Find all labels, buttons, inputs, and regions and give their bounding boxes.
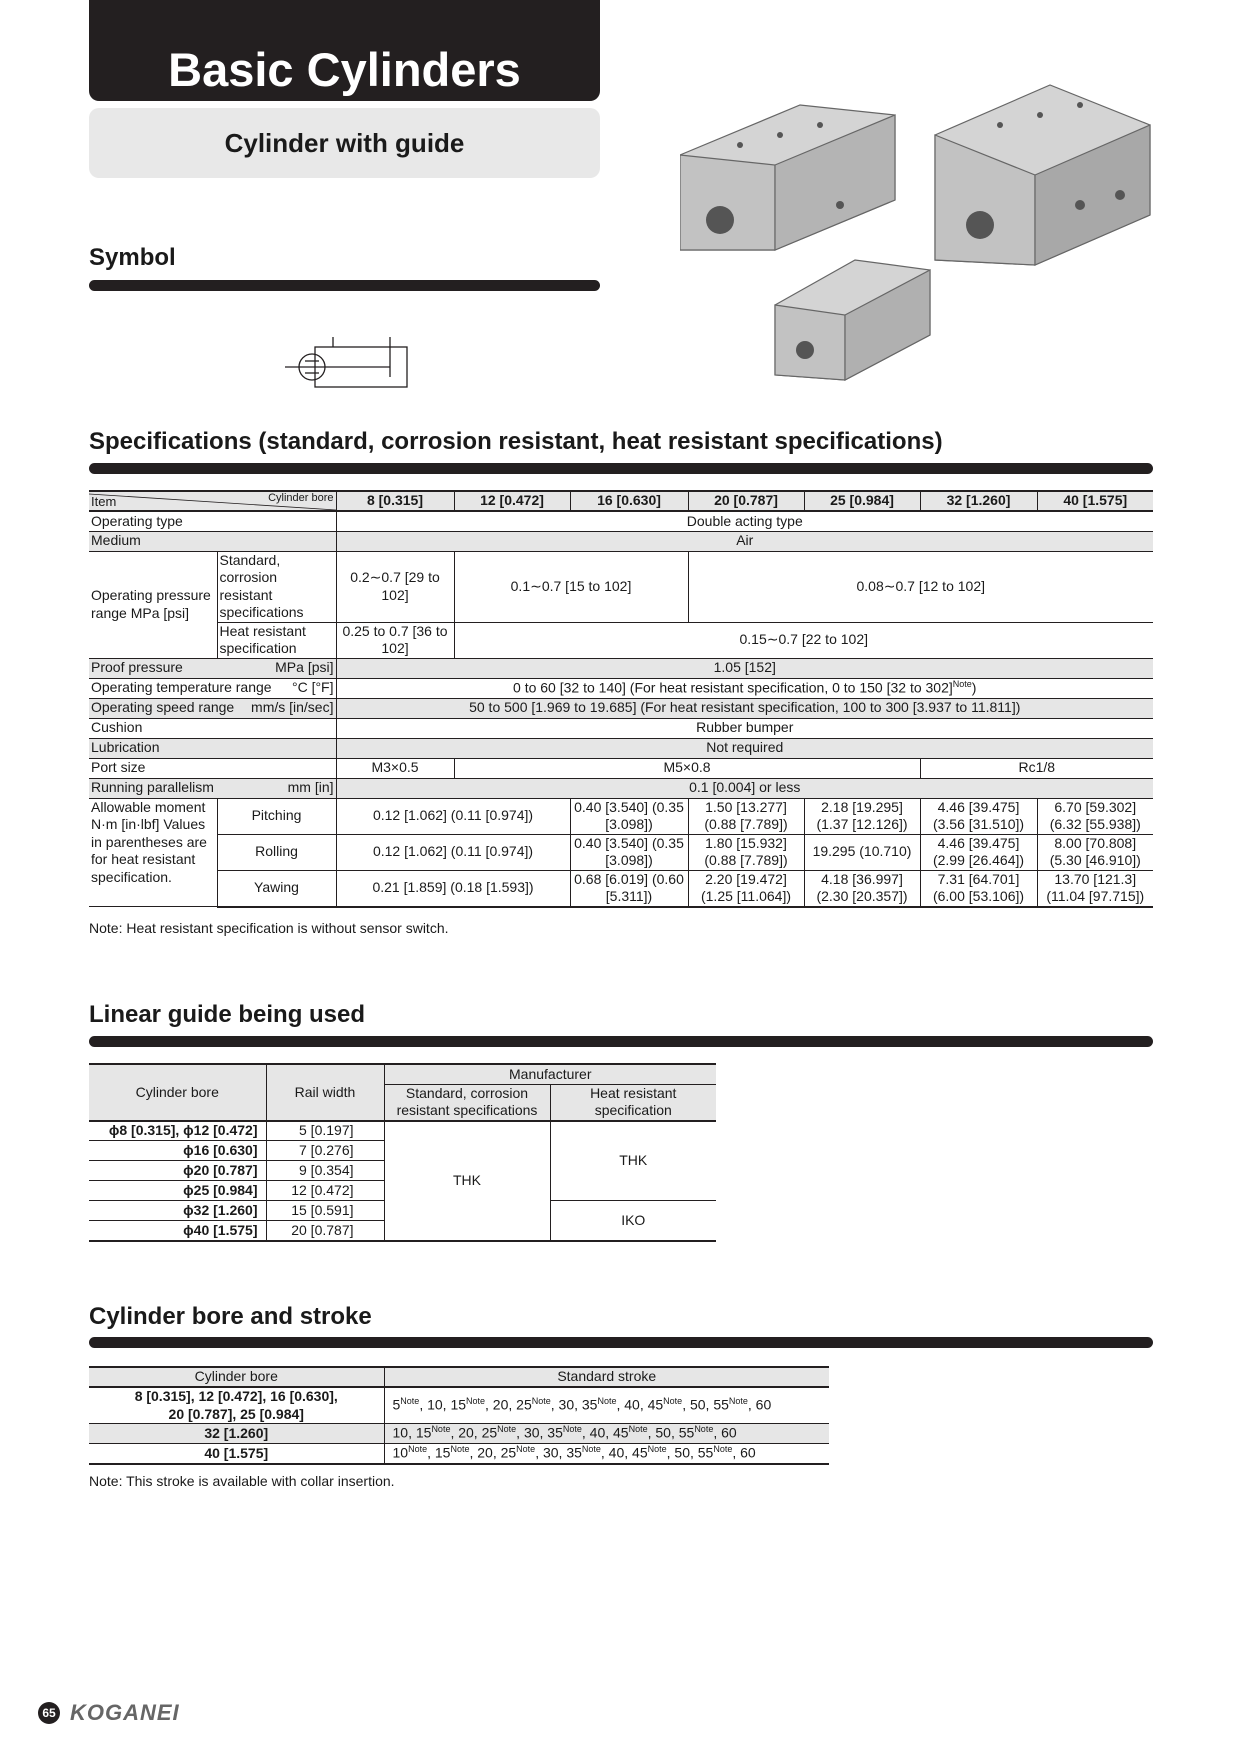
pitching-40: 6.70 [59.302] (6.32 [55.938]) — [1037, 798, 1153, 834]
note-mark: Note — [531, 1396, 551, 1407]
bore-stroke-rule — [89, 1337, 1153, 1348]
stroke-row3-bore: 40 [1.575] — [89, 1444, 384, 1464]
cylinder-symbol-icon — [285, 335, 425, 397]
specifications-table — [89, 490, 1153, 908]
speed-value: 50 to 500 [1.969 to 19.685] (For heat resistant specification, 100 to 300 [3.937 to 11.811]) — [336, 698, 1153, 718]
guide-row-rail: 7 [0.276] — [266, 1141, 384, 1161]
speed-label: Operating speed range — [91, 699, 235, 716]
stroke-note: Note: This stroke is available with collar insertion. — [89, 1473, 395, 1489]
yawing-20: 2.20 [19.472] (1.25 [11.064]) — [688, 870, 804, 907]
temperature-cell — [89, 678, 336, 698]
page-number: 65 — [38, 1702, 60, 1724]
yawing-label: Yawing — [217, 870, 336, 907]
bore-20: 20 [0.787] — [688, 491, 804, 511]
lubrication-label: Lubrication — [89, 738, 336, 758]
bore-16: 16 [0.630] — [570, 491, 688, 511]
parallelism-label: Running parallelism — [91, 779, 214, 796]
cushion-label: Cushion — [89, 718, 336, 738]
rolling-8-12: 0.12 [1.062] (0.11 [0.974]) — [336, 834, 570, 870]
linear-guide-table — [89, 1063, 716, 1242]
cushion-value: Rubber bumper — [336, 718, 1153, 738]
pressure-standard-20-40: 0.08∼0.7 [12 to 102] — [688, 551, 1153, 622]
bore-stroke-heading: Cylinder bore and stroke — [89, 1303, 372, 1330]
stroke-row2-bore: 32 [1.260] — [89, 1424, 384, 1444]
pressure-heat-8: 0.25 to 0.7 [36 to 102] — [336, 622, 454, 658]
note-mark: Note — [466, 1396, 486, 1407]
guide-heat-header: Heat resistant specification — [550, 1084, 716, 1121]
parallelism-cell — [89, 778, 336, 798]
linear-guide-heading: Linear guide being used — [89, 1001, 366, 1028]
specifications-heading: Specifications (standard, corrosion resistant, heat resistant specifications) — [89, 428, 943, 455]
temperature-unit: °C [°F] — [291, 679, 334, 696]
guide-row-bore: ϕ20 [0.787] — [89, 1161, 266, 1181]
product-photo — [680, 75, 1160, 385]
page-subtitle: Cylinder with guide — [224, 127, 465, 158]
guide-row-bore: ϕ25 [0.984] — [89, 1181, 266, 1201]
proof-pressure-cell — [89, 658, 336, 678]
guide-row-bore: ϕ8 [0.315], ϕ12 [0.472] — [89, 1121, 266, 1141]
temperature-label: Operating temperature range — [91, 679, 272, 696]
stroke-row1-bore-a: 8 [0.315], 12 [0.472], 16 [0.630], — [134, 1388, 338, 1404]
stroke-header: Standard stroke — [384, 1367, 829, 1387]
symbol-rule — [89, 280, 600, 291]
guide-rail-header: Rail width — [266, 1064, 384, 1121]
port-size-12-25: M5×0.8 — [454, 758, 920, 778]
stroke-row1-bore — [89, 1387, 384, 1424]
stroke-row1-bore-b: 20 [0.787], 25 [0.984] — [168, 1405, 304, 1422]
note-mark: Note — [431, 1424, 451, 1435]
proof-pressure-unit: MPa [psi] — [275, 659, 334, 676]
bore-32: 32 [1.260] — [920, 491, 1037, 511]
note-mark: Note — [450, 1444, 470, 1455]
specifications-rule — [89, 463, 1153, 474]
page-footer — [38, 1700, 180, 1726]
note-mark: Note — [400, 1396, 420, 1407]
lubrication-value: Not required — [336, 738, 1153, 758]
guide-standard-header: Standard, corrosion resistant specifications — [384, 1084, 550, 1121]
yawing-25: 4.18 [36.997] (2.30 [20.357]) — [804, 870, 920, 907]
spec-note: Note: Heat resistant specification is without sensor switch. — [89, 920, 449, 936]
stroke-row3-values: $10^{Note}$, $15^{Note}$, 20, $25^{Note}$, 30, $35^{Note}$, 40, $45^{Note}$, 50, $55^{Note}$, 60 — [384, 1444, 829, 1464]
symbol-heading: Symbol — [89, 244, 176, 271]
temperature-note-mark: Note — [952, 678, 972, 689]
moment-label: Allowable moment N·m [in·lbf] Values in parentheses are for heat resistant specification. — [89, 798, 217, 907]
yawing-32: 7.31 [64.701] (6.00 [53.106]) — [920, 870, 1037, 907]
rolling-25: 19.295 (10.710) — [804, 834, 920, 870]
speed-unit: mm/s [in/sec] — [251, 699, 334, 716]
guide-row-bore: ϕ16 [0.630] — [89, 1141, 266, 1161]
item-header-cell — [89, 491, 336, 511]
note-mark: Note — [562, 1424, 582, 1435]
item-header: Item — [91, 493, 117, 509]
guide-standard-maker: THK — [384, 1121, 550, 1241]
temperature-value: 0 to 60 [32 to 140] (For heat resistant specification, 0 to 150 [32 to 302] — [513, 679, 953, 696]
medium-label: Medium — [89, 531, 336, 551]
note-mark: Note — [628, 1424, 648, 1435]
bore-stroke-table — [89, 1366, 829, 1465]
guide-heat-maker-iko: IKO — [550, 1201, 716, 1241]
page-title: Basic Cylinders — [168, 43, 521, 96]
operating-type-value: Double acting type — [336, 511, 1153, 531]
note-mark: Note — [597, 1396, 617, 1407]
bore-12: 12 [0.472] — [454, 491, 570, 511]
note-mark: Note — [663, 1396, 683, 1407]
guide-manufacturer-header: Manufacturer — [384, 1064, 716, 1084]
pitching-25: 2.18 [19.295] (1.37 [12.126]) — [804, 798, 920, 834]
guide-row-rail: 20 [0.787] — [266, 1221, 384, 1241]
bore-40: 40 [1.575] — [1037, 491, 1153, 511]
rolling-16: 0.40 [3.540] (0.35 [3.098]) — [570, 834, 688, 870]
guide-row-rail: 15 [0.591] — [266, 1201, 384, 1221]
rolling-20: 1.80 [15.932] (0.88 [7.789]) — [688, 834, 804, 870]
brand-logo: KOGANEI — [70, 1700, 180, 1725]
port-size-8: M3×0.5 — [336, 758, 454, 778]
stroke-row2-values: 10, $15^{Note}$, 20, $25^{Note}$, 30, $35^{Note}$, 40, $45^{Note}$, 50, $55^{Note}$, 60 — [384, 1424, 829, 1444]
pressure-standard-12-16: 0.1∼0.7 [15 to 102] — [454, 551, 688, 622]
guide-row-rail: 9 [0.354] — [266, 1161, 384, 1181]
guide-row-bore: ϕ32 [1.260] — [89, 1201, 266, 1221]
note-mark: Note — [647, 1444, 667, 1455]
rolling-40: 8.00 [70.808] (5.30 [46.910]) — [1037, 834, 1153, 870]
guide-row-rail: 5 [0.197] — [266, 1121, 384, 1141]
bore-25: 25 [0.984] — [804, 491, 920, 511]
pressure-heat-rest: 0.15∼0.7 [22 to 102] — [454, 622, 1153, 658]
note-mark: Note — [516, 1444, 536, 1455]
port-size-32-40: Rc1/8 — [920, 758, 1153, 778]
guide-row-bore: ϕ40 [1.575] — [89, 1221, 266, 1241]
speed-cell — [89, 698, 336, 718]
proof-pressure-value: 1.05 [152] — [336, 658, 1153, 678]
guide-row-rail: 12 [0.472] — [266, 1181, 384, 1201]
rolling-label: Rolling — [217, 834, 336, 870]
cylinder-bore-header: Cylinder bore — [268, 492, 334, 504]
stroke-row1-values: $5^{Note}$, 10, $15^{Note}$, 20, $25^{Note}$, 30, $35^{Note}$, 40, $45^{Note}$, 50, $55^{Note}$, 60 — [384, 1387, 829, 1424]
port-size-label: Port size — [89, 758, 336, 778]
pitching-20: 1.50 [13.277] (0.88 [7.789]) — [688, 798, 804, 834]
linear-guide-rule — [89, 1036, 1153, 1047]
note-mark: Note — [581, 1444, 601, 1455]
subtitle-banner — [89, 108, 600, 178]
guide-bore-header: Cylinder bore — [89, 1064, 266, 1121]
note-mark: Note — [728, 1396, 748, 1407]
note-mark: Note — [694, 1424, 714, 1435]
pitching-label: Pitching — [217, 798, 336, 834]
pressure-heat-label: Heat resistant specification — [217, 622, 336, 658]
proof-pressure-label: Proof pressure — [91, 659, 183, 676]
yawing-40: 13.70 [121.3] (11.04 [97.715]) — [1037, 870, 1153, 907]
yawing-16: 0.68 [6.019] (0.60 [5.311]) — [570, 870, 688, 907]
bore-8: 8 [0.315] — [336, 491, 454, 511]
parallelism-unit: mm [in] — [287, 779, 334, 796]
operating-type-label: Operating type — [89, 511, 336, 531]
note-mark: Note — [408, 1444, 428, 1455]
note-mark: Note — [497, 1424, 517, 1435]
medium-value: Air — [336, 531, 1153, 551]
temperature-close: ) — [971, 679, 977, 696]
rolling-32: 4.46 [39.475] (2.99 [26.464]) — [920, 834, 1037, 870]
parallelism-value: 0.1 [0.004] or less — [336, 778, 1153, 798]
note-mark: Note — [713, 1444, 733, 1455]
page-title-banner — [89, 0, 600, 101]
guide-heat-maker-thk: THK — [550, 1121, 716, 1201]
pitching-16: 0.40 [3.540] (0.35 [3.098]) — [570, 798, 688, 834]
pressure-standard-8: 0.2∼0.7 [29 to 102] — [336, 551, 454, 622]
temperature-value-cell — [336, 678, 1153, 698]
pressure-label: Operating pressure range MPa [psi] — [89, 551, 217, 658]
yawing-8-12: 0.21 [1.859] (0.18 [1.593]) — [336, 870, 570, 907]
pitching-8-12: 0.12 [1.062] (0.11 [0.974]) — [336, 798, 570, 834]
pressure-standard-label: Standard, corrosion resistant specifications — [217, 551, 336, 622]
pitching-32: 4.46 [39.475] (3.56 [31.510]) — [920, 798, 1037, 834]
stroke-bore-header: Cylinder bore — [89, 1367, 384, 1387]
